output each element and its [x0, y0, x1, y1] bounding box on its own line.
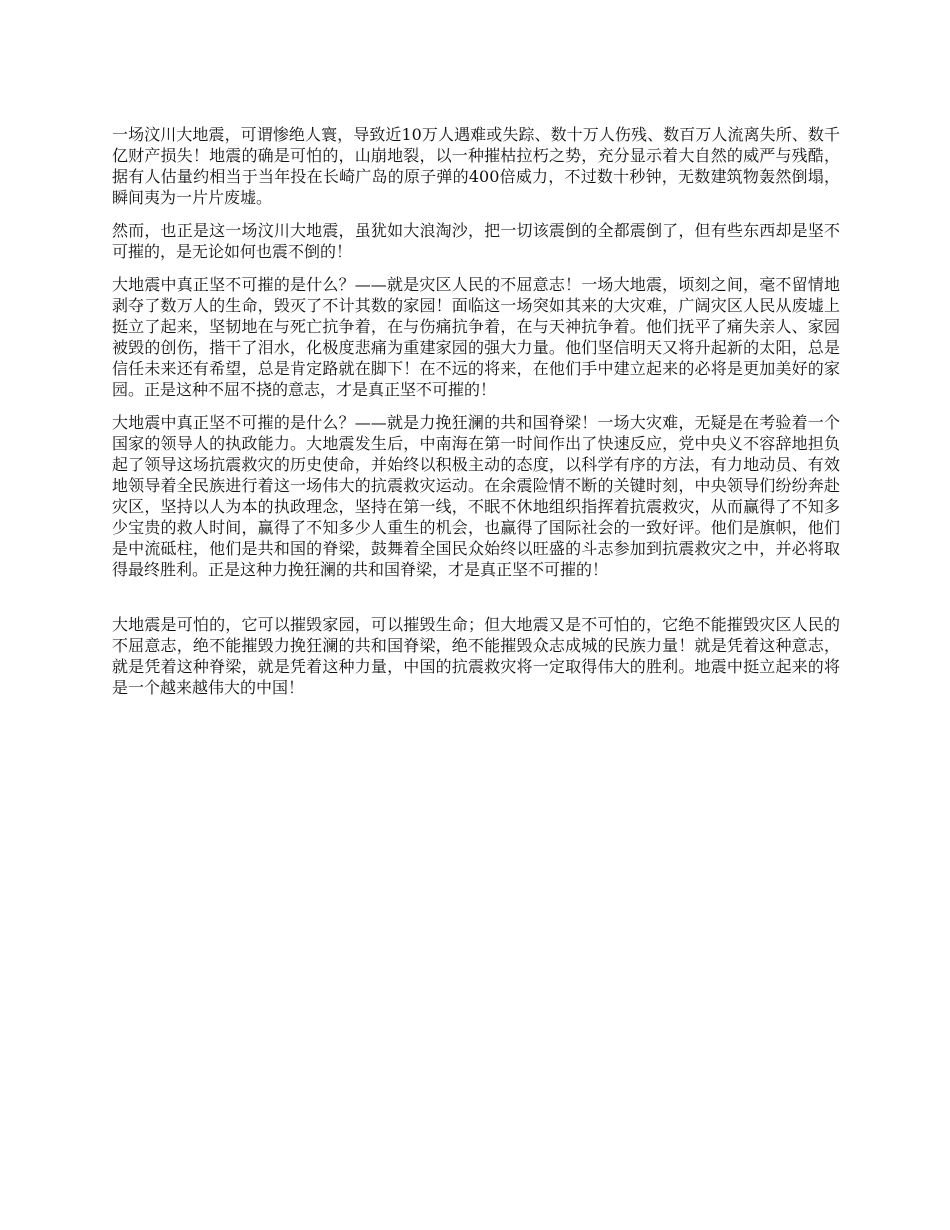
paragraph-2: 然而，也正是这一场汶川大地震，虽犹如大浪淘沙，把一切该震倒的全都震倒了，但有些东西却是坚不可摧的，是无论如何也震不倒的！	[112, 221, 840, 261]
paragraph-1: 一场汶川大地震，可谓惨绝人寰，导致近10万人遇难或失踪、数十万人伤残、数百万人流离失所、数千亿财产损失！地震的确是可怕的，山崩地裂，以一种摧枯拉朽之势，充分显示着大自然的威严与残酷，据有人估量约相当于当年投在长崎广岛的原子弹的400倍威力，不过数十秒钟，无数建筑物轰然倒塌，瞬间夷为一片片废墟。	[112, 125, 840, 207]
document-page	[112, 124, 840, 710]
paragraph-5: 大地震是可怕的，它可以摧毁家园，可以摧毁生命；但大地震又是不可怕的，它绝不能摧毁灾区人民的不屈意志，绝不能摧毁力挽狂澜的共和国脊梁，绝不能摧毁众志成城的民族力量！就是凭着这种意志，就是凭着这种脊梁，就是凭着这种力量，中国的抗震救灾将一定取得伟大的胜利。地震中挺立起来的将是一个越来越伟大的中国！	[112, 615, 840, 697]
paragraph-3: 大地震中真正坚不可摧的是什么？——就是灾区人民的不屈意志！一场大地震，顷刻之间，毫不留情地剥夺了数万人的生命，毁灭了不计其数的家园！面临这一场突如其来的大灾难，广阔灾区人民从废墟上挺立了起来，坚韧地在与死亡抗争着，在与伤痛抗争着，在与天神抗争着。他们抚平了痛失亲人、家园被毁的创伤，揩干了泪水，化极度悲痛为重建家园的强大力量。他们坚信明天又将升起新的太阳，总是信任未来还有希望，总是肯定路就在脚下！在不远的将来，在他们手中建立起来的必将是更加美好的家园。正是这种不屈不挠的意志，才是真正坚不可摧的！	[112, 275, 840, 399]
paragraph-4: 大地震中真正坚不可摧的是什么？——就是力挽狂澜的共和国脊梁！一场大灾难，无疑是在考验着一个国家的领导人的执政能力。大地震发生后，中南海在第一时间作出了快速反应，党中央义不容辞地担负起了领导这场抗震救灾的历史使命，并始终以积极主动的态度，以科学有序的方法，有力地动员、有效地领导着全民族进行着这一场伟大的抗震救灾运动。在余震险情不断的关键时刻，中央领导们纷纷奔赴灾区，坚持以人为本的执政理念，坚持在第一线，不眠不休地组织指挥着抗震救灾，从而赢得了不知多少宝贵的救人时间，赢得了不知多少人重生的机会，也赢得了国际社会的一致好评。他们是旗帜，他们是中流砥柱，他们是共和国的脊梁，鼓舞着全国民众始终以旺盛的斗志参加到抗震救灾之中，并必将取得最终胜利。正是这种力挽狂澜的共和国脊梁，才是真正坚不可摧的！	[112, 413, 840, 579]
